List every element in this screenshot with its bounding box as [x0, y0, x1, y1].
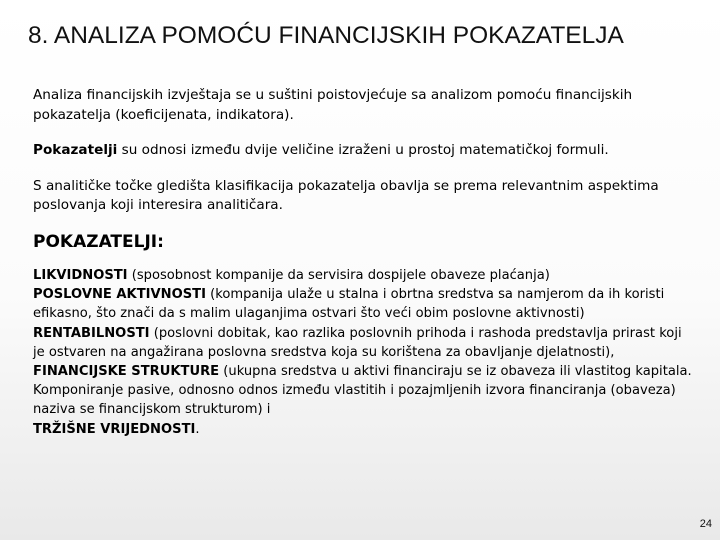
indicator-term: POSLOVNE AKTIVNOSTI — [33, 287, 206, 303]
indicator-description: (kompanija ulaže u stalna i obrtna sredstva sa namjerom da ih koristi efikasno, što znači da s malim ulaganjima ostvari što veći obim poslovne aktivnosti) — [33, 287, 665, 322]
definition-paragraph — [33, 141, 693, 161]
intro-paragraph: Analiza financijskih izvještaja se u suštini poistovjećuje sa analizom pomoću financijskih pokazatelja (koeficijenata, indikatora). — [33, 87, 633, 123]
indicator-description: (sposobnost kompanije da servisira dospijele obaveze plaćanja) — [127, 267, 550, 283]
indicator-item-financial-structure — [33, 362, 693, 420]
indicator-term: FINANCIJSKE STRUKTURE — [33, 363, 220, 379]
page-number: 24 — [699, 518, 712, 530]
indicator-term: RENTABILNOSTI — [33, 325, 150, 341]
definition-text: su odnosi između dvije veličine izraženi u prostoj matematičkoj formuli. — [117, 142, 609, 159]
indicator-item-liquidity — [33, 266, 693, 285]
classification-paragraph: S analitičke točke gledišta klasifikacija pokazatelja obavlja se prema relevantnim aspektima poslovanja koji interesira analitičara. — [33, 177, 659, 214]
indicator-description: . — [195, 421, 200, 437]
indicator-item-market-value — [33, 420, 693, 439]
indicator-item-business-activity — [33, 285, 693, 323]
indicator-description: (poslovni dobitak, kao razlika poslovnih prihoda i rashoda predstavlja prirast koji je ostvaren na angažirana poslovna sredstva koja su korištena za obavljanje djelatnosti), — [33, 325, 682, 360]
indicator-list — [33, 266, 693, 439]
definition-term: Pokazatelji — [33, 142, 118, 159]
indicator-term: LIKVIDNOSTI — [33, 267, 128, 283]
indicator-description: (ukupna sredstva u aktivi financiraju se iz obaveza ili vlastitog kapitala. Komponiranje pasive, odnosno odnos između vlastitih i pozajmljenih izvora financiranja (obaveza) naziva se financijskom strukturom) i — [33, 363, 692, 418]
indicators-heading: POKAZATELJI: — [33, 231, 164, 252]
slide-title: 8. ANALIZA POMOĆU FINANCIJSKIH POKAZATELJA — [28, 22, 624, 49]
slide-content — [33, 86, 693, 439]
indicator-term: TRŽIŠNE VRIJEDNOSTI — [33, 421, 196, 437]
indicator-item-profitability — [33, 324, 693, 362]
